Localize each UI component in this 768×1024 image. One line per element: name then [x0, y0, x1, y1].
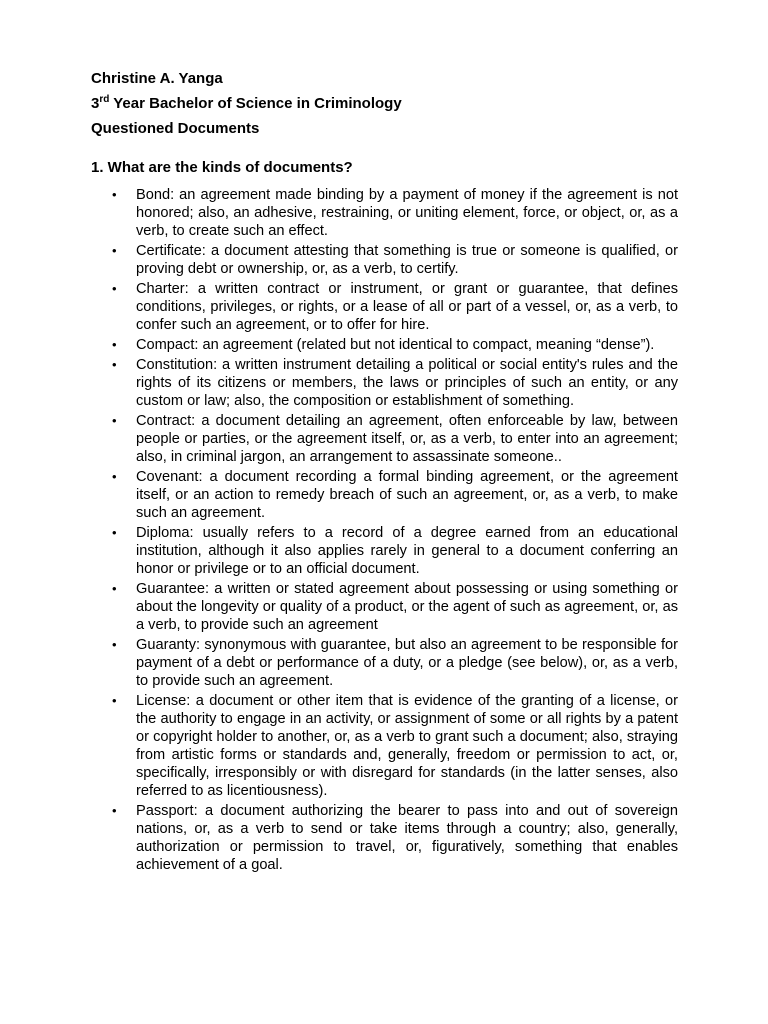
- definition-text: Guaranty: synonymous with guarantee, but also an agreement to be responsible for payment of a debt or performance of a duty, or a pledge (see below), or, as a verb, to provide such an agreement.: [136, 637, 678, 689]
- bullet-icon: •: [112, 413, 117, 428]
- bullet-icon: •: [112, 469, 117, 484]
- program-name: Year Bachelor of Science in Criminology: [109, 95, 402, 112]
- list-item: [112, 802, 678, 874]
- list-item: [112, 692, 678, 800]
- definition-text: Constitution: a written instrument detailing a political or social entity's rules and the rights of its citizens or members, the laws or principles of such an entity, or any custom or law; also, the composition or establishment of something.: [136, 357, 678, 409]
- list-item: [112, 412, 678, 466]
- bullet-icon: •: [112, 337, 117, 352]
- question-heading: 1. What are the kinds of documents?: [91, 159, 353, 176]
- definition-text: Contract: a document detailing an agreement, often enforceable by law, between people or parties, or the agreement itself, or, as a verb, to enter into an agreement; also, in criminal jargon, an arrangement to assassinate someone..: [136, 413, 678, 465]
- definition-text: License: a document or other item that is evidence of the granting of a license, or the authority to engage in an activity, or assignment of some or all rights by a patent or copyright holder to another, or, as a verb to grant such a document; also, straying from artistic forms or standards and, generally, freedom or permission to act, or, specifically, irresponsibly or with disregard for standards (in the latter senses, also referred to as licentiousness).: [136, 693, 678, 799]
- definition-text: Guarantee: a written or stated agreement about possessing or using something or about the longevity or quality of a product, or the agent of such as agreement, or, as a verb, to provide such an agreement: [136, 581, 678, 633]
- definition-text: Certificate: a document attesting that something is true or someone is qualified, or proving debt or ownership, or, as a verb, to certify.: [136, 243, 678, 277]
- list-item: [112, 468, 678, 522]
- bullet-icon: •: [112, 693, 117, 708]
- definition-text: Diploma: usually refers to a record of a degree earned from an educational institution, although it also applies rarely in general to a document conferring an honor or privilege or to an official document.: [136, 525, 678, 577]
- program-line: [91, 95, 678, 113]
- bullet-icon: •: [112, 525, 117, 540]
- bullet-icon: •: [112, 281, 117, 296]
- list-item: [112, 280, 678, 334]
- year-ordinal-suffix: rd: [99, 94, 110, 105]
- definition-text: Passport: a document authorizing the bearer to pass into and out of sovereign nations, or, as a verb to send or take items through a country; also, generally, authorization or permission to travel, or, figuratively, something that enables achievement of a goal.: [136, 803, 678, 873]
- list-item: [112, 336, 678, 354]
- definition-text: Bond: an agreement made binding by a payment of money if the agreement is not honored; also, an adhesive, restraining, or uniting element, force, or object, or, as a verb, to create such an effect.: [136, 187, 678, 239]
- bullet-icon: •: [112, 803, 117, 818]
- bullet-icon: •: [112, 581, 117, 596]
- list-item: [112, 580, 678, 634]
- subject-title: Questioned Documents: [91, 120, 260, 137]
- list-item: [112, 242, 678, 278]
- author-name: Christine A. Yanga: [91, 70, 223, 87]
- definition-text: Compact: an agreement (related but not identical to compact, meaning “dense”).: [136, 337, 655, 353]
- definition-list: [91, 186, 678, 874]
- bullet-icon: •: [112, 187, 117, 202]
- list-item: [112, 186, 678, 240]
- list-item: [112, 524, 678, 578]
- bullet-icon: •: [112, 637, 117, 652]
- bullet-icon: •: [112, 357, 117, 372]
- list-item: [112, 356, 678, 410]
- definition-text: Covenant: a document recording a formal binding agreement, or the agreement itself, or an action to remedy breach of such an agreement, or, as a verb, to make such an agreement.: [136, 469, 678, 521]
- definition-text: Charter: a written contract or instrument, or grant or guarantee, that defines conditions, privileges, or rights, or a lease of all or part of a vessel, or, as a verb, to confer such an agreement, or to offer for hire.: [136, 281, 678, 333]
- year-number: 3: [91, 95, 100, 112]
- bullet-icon: •: [112, 243, 117, 258]
- list-item: [112, 636, 678, 690]
